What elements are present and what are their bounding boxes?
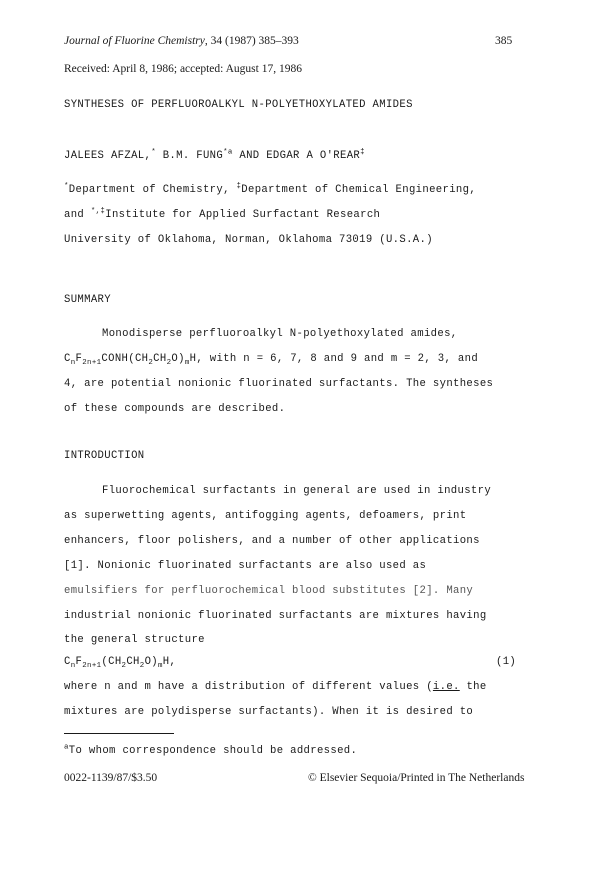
article-code: 0022-1139/87/$3.50 bbox=[64, 772, 158, 784]
affiliation-line: and *,‡Institute for Applied Surfactant Research bbox=[64, 207, 381, 221]
equation-number: (1) bbox=[496, 656, 517, 668]
author-mark: * bbox=[151, 148, 156, 157]
equation bbox=[64, 656, 177, 671]
journal-volume-pages: , 34 (1987) 385–393 bbox=[204, 35, 299, 47]
affiliation-line: University of Oklahoma, Norman, Oklahoma 73019 (U.S.A.) bbox=[64, 234, 433, 246]
paragraph-line: where n and m have a distribution of different values (i.e. the bbox=[64, 681, 487, 693]
paragraph-line: as superwetting agents, antifogging agents, defoamers, print bbox=[64, 510, 467, 522]
footnote: $^a$To whom correspondence should be addressed. bbox=[64, 743, 358, 757]
publisher-imprint: © Elsevier Sequoia/Printed in The Netherlands bbox=[308, 772, 525, 784]
summary-line: Monodisperse perfluoroalkyl N-polyethoxylated amides, bbox=[102, 328, 458, 340]
author-fung: B.M. FUNG bbox=[156, 150, 224, 162]
author-afzal: JALEES AFZAL, bbox=[64, 150, 152, 162]
page-number: 385 bbox=[495, 35, 513, 47]
received-date: Received: April 8, 1986; accepted: August 17, 1986 bbox=[64, 63, 302, 75]
footnote-mark: a bbox=[64, 743, 69, 752]
paragraph-line: Fluorochemical surfactants in general are used in industry bbox=[102, 485, 492, 497]
paragraph-line: mixtures are polydisperse surfactants). When it is desired to bbox=[64, 706, 474, 718]
paragraph-line: emulsifiers for perfluorochemical blood substitutes [2]. Many bbox=[64, 585, 474, 597]
author-list bbox=[64, 150, 365, 162]
paragraph-line: industrial nonionic fluorinated surfactants are mixtures having bbox=[64, 610, 487, 622]
author-mark: *a bbox=[223, 148, 233, 157]
affiliation-mark: * bbox=[64, 182, 69, 191]
chemical-formula: $C_nF_{2n+1}(CH_2CH_2O)_mH$, bbox=[64, 656, 177, 671]
emphasis-ie: i.e. bbox=[432, 681, 460, 693]
paragraph-line: [1]. Nonionic fluorinated surfactants are also used as bbox=[64, 560, 427, 572]
chemical-formula: $C_nF_{2n+1}CONH(CH_2CH_2O)_mH$ bbox=[64, 353, 197, 368]
paragraph-line: enhancers, floor polishers, and a number of other applications bbox=[64, 535, 480, 547]
footnote-rule bbox=[64, 733, 174, 734]
author-orear: AND EDGAR A O'REAR bbox=[232, 150, 361, 162]
journal-name: Journal of Fluorine Chemistry bbox=[64, 35, 205, 47]
summary-heading: SUMMARY bbox=[64, 294, 111, 306]
affiliation-mark: ‡ bbox=[236, 182, 242, 191]
summary-line: 4, are potential nonionic fluorinated surfactants. The syntheses bbox=[64, 378, 494, 390]
author-mark: ‡ bbox=[360, 148, 365, 157]
summary-line: $C_nF_{2n+1}CONH(CH_2CH_2O)_mH$, with n = 6, 7, 8 and 9 and m = 2, 3, and bbox=[64, 353, 479, 368]
summary-line: of these compounds are described. bbox=[64, 403, 286, 415]
introduction-heading: INTRODUCTION bbox=[64, 450, 145, 462]
journal-citation bbox=[64, 35, 299, 47]
paper-title: SYNTHESES OF PERFLUOROALKYL N-POLYETHOXYLATED AMIDES bbox=[64, 99, 413, 111]
paragraph-line: the general structure bbox=[64, 634, 205, 646]
affiliation-line: *Department of Chemistry, ‡Department of Chemical Engineering, bbox=[64, 182, 477, 196]
affiliation-mark: *,‡ bbox=[90, 207, 106, 216]
